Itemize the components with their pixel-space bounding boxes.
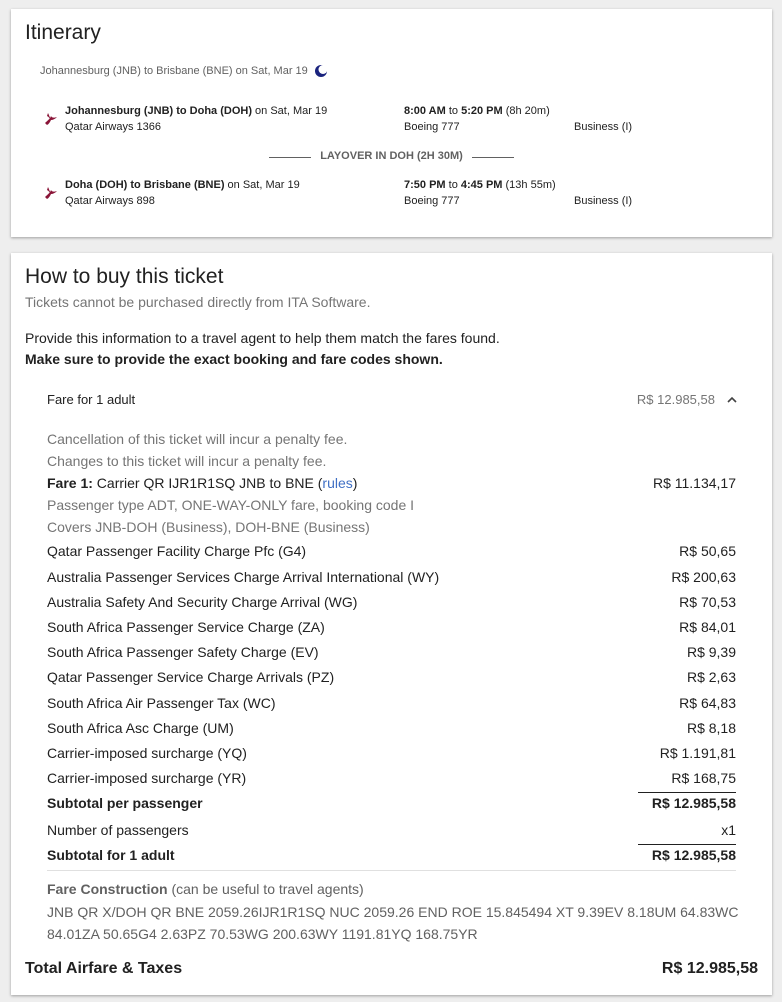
tax-row [47, 669, 736, 687]
fare-header-toggle[interactable] [47, 391, 738, 411]
subtotal-adult-row [47, 847, 736, 865]
segment-aircraft: Boeing 777 [404, 121, 460, 133]
itinerary-summary: Johannesburg (JNB) to Brisbane (BNE) on Sat, Mar 19 [40, 65, 308, 77]
segment-aircraft: Boeing 777 [404, 195, 460, 207]
buy-title: How to buy this ticket [25, 265, 224, 288]
fare-1-passenger-type: Passenger type ADT, ONE-WAY-ONLY fare, booking code I [47, 497, 415, 513]
subtotal-per-passenger-label: Subtotal per passenger [47, 795, 203, 811]
section-divider [47, 870, 736, 871]
tax-label: Qatar Passenger Facility Charge Pfc (G4) [47, 543, 307, 559]
tax-label: South Africa Passenger Service Charge (ZA) [47, 619, 325, 635]
divider-line [472, 157, 514, 158]
itinerary-card [11, 9, 772, 237]
buy-instruction-bold: Make sure to provide the exact booking and fare codes shown. [25, 351, 443, 367]
fare-header-label: Fare for 1 adult [47, 392, 136, 407]
tax-row [47, 594, 736, 612]
number-of-passengers-row [47, 822, 736, 840]
layover-divider [269, 150, 514, 164]
fare-rules-link[interactable]: rules [322, 475, 353, 491]
fare-1-label: Fare 1: Carrier QR IJR1R1SQ JNB to BNE (rules) [47, 475, 358, 491]
segment-route: Johannesburg (JNB) to Doha (DOH) on Sat, Mar 19 [65, 105, 328, 117]
tax-row [47, 745, 736, 763]
tax-row [47, 720, 736, 738]
fare-construction-line: JNB QR X/DOH QR BNE 2059.26IJR1R1SQ NUC 2059.26 END ROE 15.845494 XT 9.39EV 8.18UM 64.83WC [47, 904, 739, 920]
tax-amount: R$ 2,63 [686, 669, 736, 685]
layover-label: LAYOVER IN DOH (2H 30M) [320, 150, 463, 162]
subtotal-adult-amount: R$ 12.985,58 [651, 847, 736, 863]
tax-label: Qatar Passenger Service Charge Arrivals (PZ) [47, 669, 335, 685]
tax-amount: R$ 70,53 [679, 594, 736, 610]
fare-header-amount: R$ 12.985,58 [636, 392, 715, 407]
tax-amount: R$ 168,75 [671, 770, 736, 786]
fare-construction-heading: Fare Construction (can be useful to travel agents) [47, 881, 364, 897]
segment-flight-number: Qatar Airways 898 [65, 195, 155, 207]
tax-row [47, 770, 736, 788]
buy-instruction: Provide this information to a travel agent to help them match the fares found. [25, 330, 500, 346]
tax-row [47, 644, 736, 662]
segment-times: 8:00 AM to 5:20 PM (8h 20m) [404, 105, 550, 117]
tax-label: Australia Passenger Services Charge Arrival International (WY) [47, 569, 440, 585]
divider-line [269, 157, 311, 158]
subtotal-per-passenger-row [47, 795, 736, 813]
tax-amount: R$ 9,39 [686, 644, 736, 660]
segment-cabin: Business (I) [574, 121, 633, 133]
subtotal-adult-label: Subtotal for 1 adult [47, 847, 175, 863]
tax-amount: R$ 64,83 [679, 695, 736, 711]
total-label: Total Airfare & Taxes [25, 960, 183, 977]
tax-amount: R$ 50,65 [679, 543, 736, 559]
tax-label: Australia Safety And Security Charge Arrival (WG) [47, 594, 358, 610]
subtotal-per-passenger-amount: R$ 12.985,58 [651, 795, 736, 811]
number-of-passengers-label: Number of passengers [47, 822, 189, 838]
tax-label: South Africa Air Passenger Tax (WC) [47, 695, 276, 711]
chevron-up-icon[interactable] [726, 394, 738, 406]
qatar-airways-logo-icon [42, 184, 60, 202]
subtotal-rule [638, 844, 736, 845]
fare-1-row [47, 475, 736, 493]
subtotal-rule [638, 792, 736, 793]
segment-flight-number: Qatar Airways 1366 [65, 121, 161, 133]
fare-1-coverage: Covers JNB-DOH (Business), DOH-BNE (Business) [47, 519, 370, 535]
segment-cabin: Business (I) [574, 195, 633, 207]
fare-construction-line: 84.01ZA 50.65G4 2.63PZ 70.53WG 200.63WY 1191.81YQ 168.75YR [47, 926, 478, 942]
tax-amount: R$ 1.191,81 [659, 745, 736, 761]
tax-row [47, 569, 736, 587]
cancellation-penalty: Cancellation of this ticket will incur a penalty fee. [47, 431, 348, 447]
tax-amount: R$ 8,18 [686, 720, 736, 736]
qatar-airways-logo-icon [42, 110, 60, 128]
tax-label: South Africa Passenger Safety Charge (EV) [47, 644, 319, 660]
tax-label: Carrier-imposed surcharge (YQ) [47, 745, 247, 761]
tax-label: South Africa Asc Charge (UM) [47, 720, 234, 736]
change-penalty: Changes to this ticket will incur a penalty fee. [47, 453, 327, 469]
tax-label: Carrier-imposed surcharge (YR) [47, 770, 247, 786]
segment-route: Doha (DOH) to Brisbane (BNE) on Sat, Mar 19 [65, 179, 300, 191]
number-of-passengers-value: x1 [721, 822, 736, 838]
tax-amount: R$ 84,01 [679, 619, 736, 635]
fare-1-amount: R$ 11.134,17 [652, 475, 736, 491]
tax-row [47, 695, 736, 713]
tax-row [47, 619, 736, 637]
tax-row [47, 543, 736, 561]
moon-icon [314, 64, 328, 78]
segment-times: 7:50 PM to 4:45 PM (13h 55m) [404, 179, 556, 191]
itinerary-title: Itinerary [25, 21, 101, 44]
tax-amount: R$ 200,63 [671, 569, 736, 585]
total-amount: R$ 12.985,58 [661, 960, 758, 977]
buy-subtitle: Tickets cannot be purchased directly from ITA Software. [25, 294, 371, 310]
how-to-buy-card [11, 253, 772, 995]
